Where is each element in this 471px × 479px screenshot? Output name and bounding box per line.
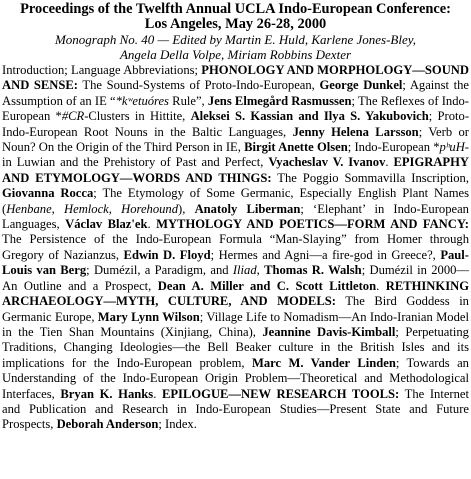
contents-bold-run: RETHINKING ARCHAEOLOGY—MYTH, CULTURE, AND MODELS: — [2, 278, 469, 309]
contents-bold-run: Jenny Helena Larsson — [292, 124, 419, 139]
contents-text-run: . — [376, 278, 386, 293]
contents-text-run: The Persistence of the Indo-European Formula “Man-Slaying” from Homer through Gregory of Nazianzus, — [2, 232, 469, 262]
contents-bold-run: Jens Elmegård Rasmussen — [207, 93, 352, 108]
contents-bold-run: Mary Lynn Wilson — [97, 309, 200, 324]
monograph-editors-line-1: Monograph No. 40 — Edited by Martin E. Huld, Karlene Jones-Bley, — [54, 32, 417, 47]
monograph-editors-line-2: Angela Della Volpe, Miriam Robbins Dexter — [119, 47, 352, 62]
contents-text-run: The Sound-Systems of Proto-Indo-European, — [78, 78, 320, 93]
contents-bold-run: Jeannine Davis-Kimball — [262, 324, 396, 339]
contents-bold-run: Aleksei S. Kassian and Ilya S. Yakubovich — [190, 109, 429, 124]
contents-bold-run: Anatoly Liberman — [194, 201, 301, 216]
contents-text-run: -Clusters in Hittite, — [84, 109, 191, 124]
contents-text-run: The Poggio Sommavilla Inscription, — [271, 170, 469, 185]
contents-text-run: Rule”, — [168, 93, 208, 108]
contents-bold-run: Deborah Anderson — [56, 417, 159, 432]
contents-bold-run: Edwin D. Floyd — [123, 247, 211, 262]
contents-text-run: The Internet and Publication and Research in Indo-European Studies—Present State and Future Prospects, — [2, 386, 469, 432]
contents-text-run: ; Proto-Indo-European Root Nouns in the Baltic Languages, — [2, 109, 470, 139]
contents-bold-run: Dean A. Miller and C. Scott Littleton — [157, 278, 377, 293]
contents-text-run: . — [147, 217, 157, 232]
contents-text-run: , — [256, 263, 265, 278]
contents-italic-run: pʰuH- — [439, 140, 470, 155]
contents-bold-run: PHONOLOGY AND MORPHOLOGY—SOUND AND SENSE: — [2, 63, 469, 93]
proceedings-title: Proceedings of the Twelfth Annual UCLA Indo-European Conference: — [20, 1, 451, 17]
document-header — [2, 2, 469, 62]
contents-text-run: ; Verb or Noun? On the Origin of the Third Person in IE, — [2, 124, 469, 155]
contents-text-run: ; Village Life to Nomadism—An Indo-Iranian Model in the Tien Shan Mountains (Xinjiang, China), — [2, 309, 469, 339]
contents-text-run: ; Towards an Understanding of the Indo-European Origin Problem—Theoretical and Methodological Interfaces, — [2, 355, 469, 401]
contents-text-run: . — [385, 155, 394, 170]
contents-bold-run: MYTHOLOGY AND POETICS—FORM AND FANCY: — [156, 217, 470, 232]
contents-bold-run: EPIGRAPHY AND ETYMOLOGY—WORDS AND THINGS: — [2, 155, 470, 185]
contents-text-run: ; Indo-European * — [347, 140, 440, 155]
contents-bold-run: Václav Blaz'ek — [65, 217, 148, 232]
contents-text-run: ; Perpetuating Traditions, Changing Ideologies—the Bell Beaker culture in the British Isles and its implications for the Indo-European problem, — [2, 324, 469, 370]
contents-text-run: in Luwian and the Prehistory of Past and Perfect, — [2, 155, 269, 170]
contents-text-run: ; Dumézil, a Paradigm, and — [86, 263, 233, 278]
contents-text-run: ; Dumézil in 2000—An Outline and a Prospect, — [2, 263, 470, 293]
contents-text-run: ; ‘Elephant’ in Indo-European Languages, — [2, 201, 469, 232]
table-of-contents-paragraph — [2, 63, 469, 433]
contents-text-run: ; The Etymology of Some Germanic, Especially English Plant Names ( — [2, 186, 469, 216]
contents-bold-run: Birgit Anette Olsen — [244, 140, 348, 155]
contents-text-run: ; The Reflexes of Indo-European * — [2, 93, 469, 124]
contents-bold-run: Vyacheslav V. Ivanov — [268, 155, 386, 170]
conference-place-date: Los Angeles, May 26-28, 2000 — [144, 16, 327, 32]
contents-italic-run: Henbane, Hemlock, Horehound — [6, 201, 179, 216]
contents-bold-run: Paul-Louis van Berg — [2, 247, 469, 278]
contents-bold-run: Thomas R. Walsh — [264, 263, 362, 278]
contents-text-run: ), — [178, 201, 195, 216]
contents-bold-run: Marc M. Vander Linden — [251, 355, 396, 370]
contents-italic-run: #CR — [61, 109, 85, 124]
contents-italic-run: Iliad — [232, 263, 257, 278]
contents-bold-run: EPILOGUE—NEW RESEARCH TOOLS: — [161, 386, 400, 401]
contents-italic-run: *kʷetuóres — [115, 93, 169, 108]
contents-bold-run: Bryan K. Hanks — [60, 386, 154, 401]
contents-text-run: Introduction; Language Abbreviations; — [2, 63, 202, 77]
contents-text-run: . — [153, 386, 162, 401]
contents-text-run: ; Index. — [158, 417, 197, 432]
contents-bold-run: Giovanna Rocca — [2, 186, 94, 201]
contents-text-run: ; Hermes and Agni—a fire-god in Greece?, — [210, 247, 441, 262]
contents-text-run: The Bird Goddess in Germanic Europe, — [2, 294, 469, 324]
contents-text-run: ; Against the Assumption of an IE “ — [2, 78, 469, 108]
contents-bold-run: George Dunkel — [319, 78, 403, 93]
